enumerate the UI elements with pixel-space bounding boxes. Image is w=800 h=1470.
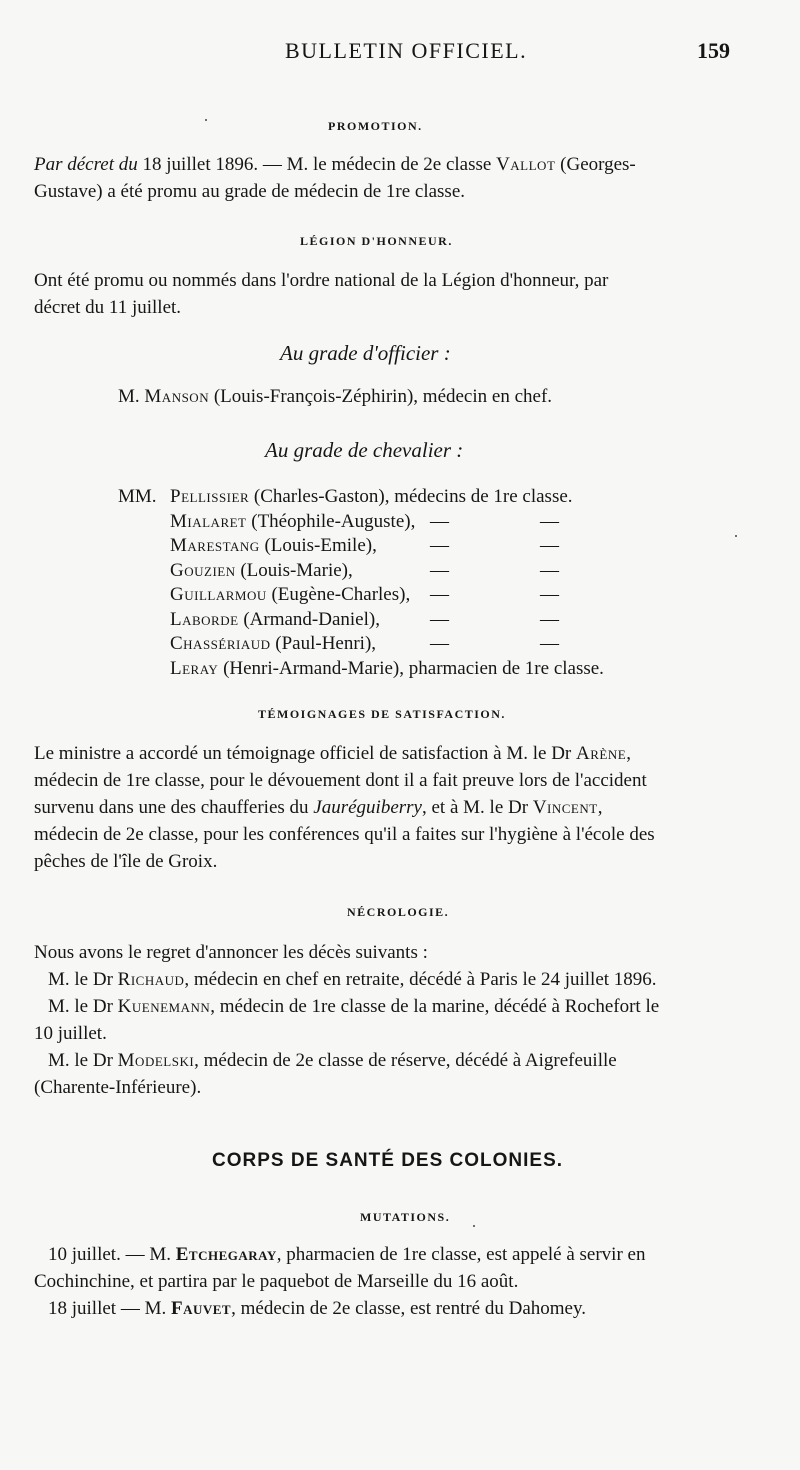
ditto-dash: — [540, 535, 559, 556]
chevalier-name: Mialaret [170, 510, 247, 532]
chevalier-name: Guillarmou [170, 584, 267, 605]
necrologie-entry-2: M. le Dr Kuenemann, médecin de 1re classe de la marine, décédé à Rochefort le [48, 996, 660, 1017]
chevalier-details: (Armand-Daniel), [238, 608, 380, 630]
chevalier-details: (Louis-Emile), [259, 535, 377, 556]
temoignages-line-1: Le ministre a accordé un témoignage officiel de satisfaction à M. le Dr Arène, [34, 743, 631, 764]
ditto-dash: — [540, 510, 559, 532]
running-header: BULLETIN OFFICIEL. [285, 38, 528, 63]
subheading-officier: Au grade d'officier : [280, 341, 451, 365]
section-heading-legion: LÉGION D'HONNEUR. [300, 234, 453, 248]
chevalier-details: (Théophile-Auguste), [246, 510, 416, 532]
ditto-dash: — [430, 559, 449, 581]
chevalier-entry [170, 511, 415, 533]
ditto-dash: — [430, 510, 449, 532]
temoignages-line-3: survenu dans une des chaufferies du Jauréguiberry, et à M. le Dr Vincent, [34, 797, 603, 818]
necrologie-entry-2-cont: 10 juillet. [34, 1023, 107, 1044]
necrologie-entry-3-cont: (Charente-Inférieure). [34, 1077, 202, 1098]
temoignages-line-2: médecin de 1re classe, pour le dévouement dont il a fait preuve lors de l'accident [34, 770, 647, 791]
chevalier-entry [170, 609, 380, 631]
scan-speck [735, 535, 737, 537]
chevalier-name: Chassériaud [170, 633, 271, 654]
ditto-dash: — [540, 633, 559, 654]
mm-label: MM. [118, 486, 157, 507]
chevalier-details: (Charles-Gaston), médecins de 1re classe. [249, 486, 573, 507]
chevalier-name: Gouzien [170, 559, 236, 581]
subheading-chevalier: Au grade de chevalier : [265, 438, 464, 462]
temoignages-paragraph [34, 740, 769, 875]
ditto-dash: — [430, 535, 449, 556]
temoignages-line-4: médecin de 2e classe, pour les conférences qu'il a faites sur l'hygiène à l'école des [34, 824, 655, 845]
promotion-paragraph [34, 151, 769, 205]
promotion-line-2: Gustave) a été promu au grade de médecin de 1re classe. [34, 181, 465, 202]
ditto-dash: — [540, 559, 559, 581]
page-number: 159 [697, 38, 730, 63]
legion-line-2: décret du 11 juillet. [34, 297, 182, 318]
section-heading-promotion: PROMOTION. [328, 119, 423, 133]
ditto-dash: — [430, 633, 449, 654]
mutation-entry-1: 10 juillet. — M. Etchegaray, pharmacien de 1re classe, est appelé à servir en [48, 1244, 646, 1265]
necrologie-paragraph [34, 939, 769, 1101]
scan-speck [205, 119, 207, 121]
chevalier-name: Leray [170, 657, 219, 679]
chevalier-details: (Paul-Henri), [270, 633, 377, 654]
mutation-entry-1-cont: Cochinchine, et partira par le paquebot de Marseille du 16 août. [34, 1271, 519, 1292]
scan-speck [473, 1225, 475, 1227]
mutation-entry-2: 18 juillet — M. Fauvet, médecin de 2e classe, est rentré du Dahomey. [48, 1298, 586, 1319]
section-heading-mutations: MUTATIONS. [360, 1210, 451, 1224]
necrologie-entry-1: M. le Dr Richaud, médecin en chef en retraite, décédé à Paris le 24 juillet 1896. [48, 969, 657, 990]
section-heading-necrologie: NÉCROLOGIE. [347, 905, 450, 919]
chevalier-details: (Louis-Marie), [235, 559, 353, 581]
chevalier-details: (Henri-Armand-Marie), pharmacien de 1re classe. [218, 657, 604, 679]
chevalier-name: Marestang [170, 535, 260, 556]
chevalier-entry [170, 633, 376, 655]
promotion-line-1: Par décret du 18 juillet 1896. — M. le médecin de 2e classe Vallot (Georges- [34, 154, 636, 175]
chevalier-details: (Eugène-Charles), [266, 584, 411, 605]
legion-line-1: Ont été promu ou nommés dans l'ordre national de la Légion d'honneur, par [34, 270, 609, 291]
officier-entry: M. Manson (Louis-François-Zéphirin), médecin en chef. [118, 386, 553, 407]
chevalier-name: Pellissier [170, 486, 250, 507]
section-heading-temoignages: TÉMOIGNAGES DE SATISFACTION. [258, 707, 506, 721]
chevalier-entry [170, 658, 604, 680]
necrologie-intro: Nous avons le regret d'annoncer les décès suivants : [34, 942, 428, 963]
mutations-paragraph [34, 1241, 769, 1322]
temoignages-line-5: pêches de l'île de Groix. [34, 851, 218, 872]
ditto-dash: — [430, 584, 449, 605]
chevalier-name: Laborde [170, 608, 239, 630]
section-heading-corps: CORPS DE SANTÉ DES COLONIES. [212, 1150, 564, 1171]
legion-paragraph [34, 267, 769, 321]
ditto-dash: — [430, 608, 449, 630]
chevalier-entry [170, 560, 353, 582]
chevalier-entry [170, 535, 377, 557]
ditto-dash: — [540, 584, 559, 605]
ditto-dash: — [540, 608, 559, 630]
necrologie-entry-3: M. le Dr Modelski, médecin de 2e classe de réserve, décédé à Aigrefeuille [48, 1050, 617, 1071]
chevalier-entry [170, 584, 410, 606]
chevalier-entry [170, 486, 573, 508]
